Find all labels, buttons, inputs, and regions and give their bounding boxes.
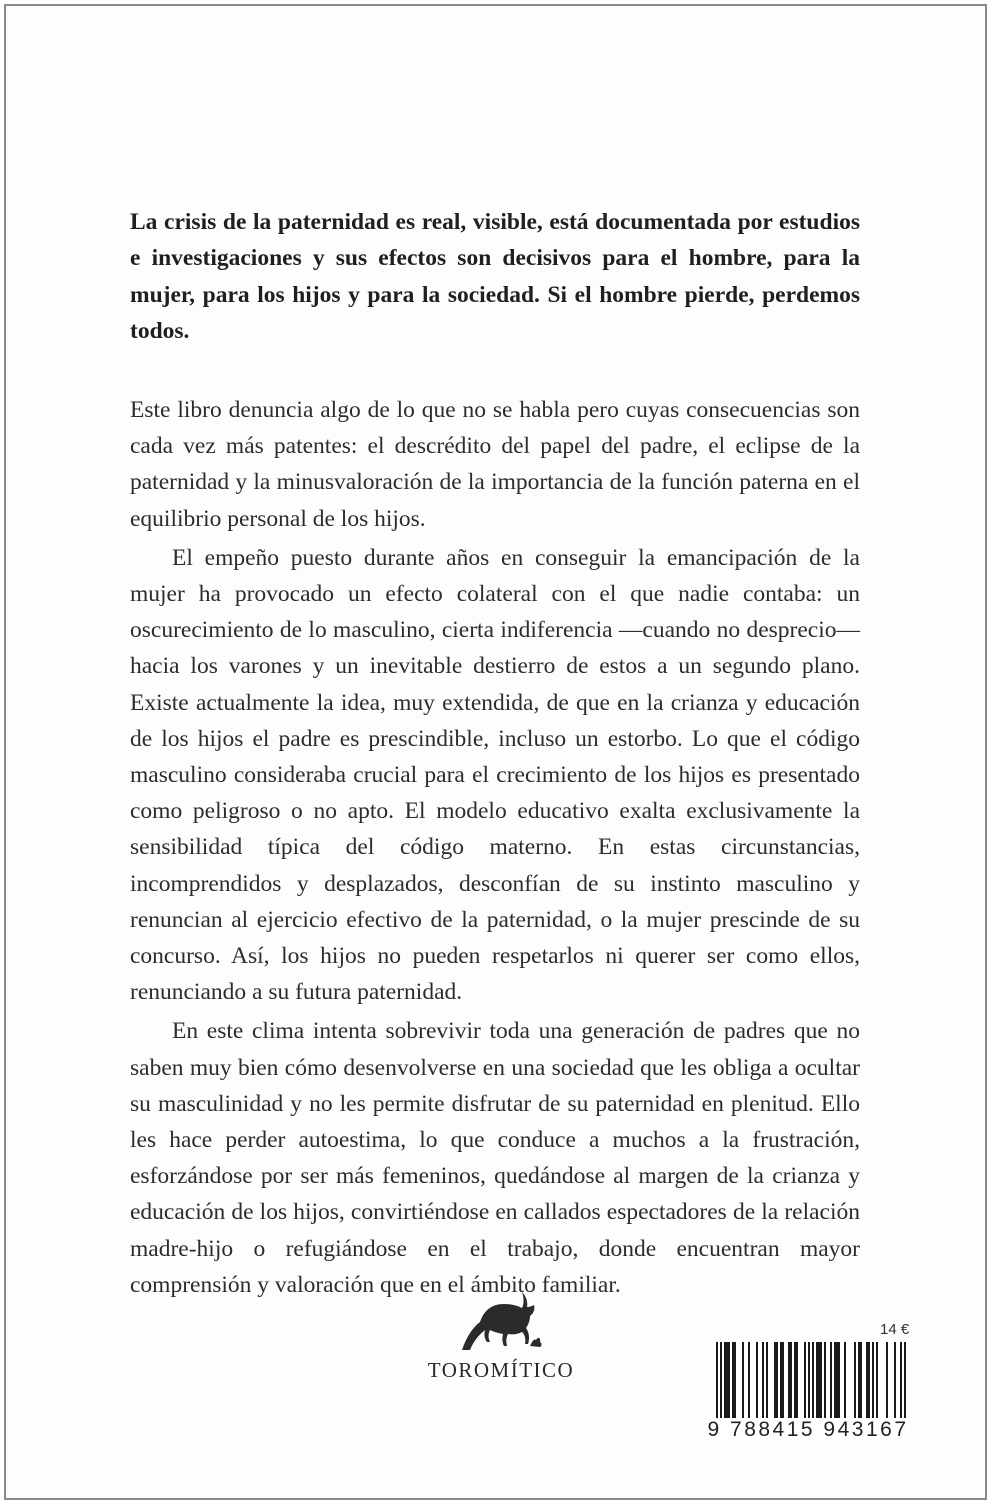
barcode-bar	[748, 1342, 750, 1418]
barcode-bar	[726, 1342, 728, 1418]
barcode-bar	[788, 1342, 790, 1418]
barcode-bar	[780, 1342, 782, 1418]
barcode-bar	[794, 1342, 796, 1418]
isbn-number: 9 788415 943167	[707, 1418, 909, 1441]
price-label: 14 €	[880, 1321, 910, 1338]
body-paragraph: Este libro denuncia algo de lo que no se habla pero cuyas consecuencias son cada vez más patentes: el descrédito del papel del padre, el eclipse de la paternidad y la minusvaloración de la importancia de la función paterna en el equilibrio personal de los hijos.	[130, 397, 860, 532]
barcode-bar	[868, 1342, 870, 1418]
publisher-logo	[416, 1288, 586, 1383]
barcode-bar	[762, 1342, 764, 1418]
barcode-bar	[716, 1342, 718, 1428]
barcode-bar	[742, 1342, 744, 1418]
barcode-bar	[766, 1342, 768, 1418]
barcode-bar	[734, 1342, 736, 1418]
barcode-bar	[756, 1342, 758, 1418]
barcode-bar	[860, 1342, 862, 1418]
barcode-bar	[816, 1342, 818, 1418]
barcode-bar	[732, 1342, 734, 1418]
barcode-bar	[782, 1342, 784, 1418]
barcode-bar	[872, 1342, 874, 1418]
body-paragraph: En este clima intenta sobrevivir toda una generación de padres que no saben muy bien cómo desenvolverse en una sociedad que les obliga a ocultar su masculinidad y no les permite disfrutar de su paternidad en plenitud. Ello les hace perder autoestima, lo que conduce a muchos a la frustración, esforzándose por ser más femeninos, quedándose al margen de la crianza y educación de los hijos, convirtiéndose en callados espectadores de la relación madre-hijo o refugiándose en el trabajo, donde encuentran mayor comprensión y valoración que en el ámbito familiar.	[130, 1018, 860, 1298]
barcode-bar	[724, 1342, 726, 1418]
barcode-bar	[838, 1342, 840, 1418]
barcode-bar	[796, 1342, 798, 1418]
barcode-bar	[904, 1342, 906, 1428]
barcode-bar	[774, 1342, 776, 1418]
barcode-bar	[854, 1342, 856, 1418]
barcode-bar	[824, 1342, 826, 1418]
barcode-bar	[836, 1342, 838, 1418]
publisher-name: TOROMÍTICO	[427, 1358, 575, 1382]
barcode-bar	[866, 1342, 868, 1418]
body-text	[130, 392, 860, 1303]
bull-icon	[458, 1288, 544, 1352]
barcode-bar	[894, 1342, 896, 1418]
barcode-bar	[830, 1342, 832, 1418]
barcode-bar	[820, 1342, 822, 1418]
barcode-bar	[804, 1342, 806, 1418]
barcode-bar	[844, 1342, 846, 1418]
barcode-bar	[728, 1342, 730, 1418]
barcode-bar	[834, 1342, 836, 1418]
barcode-bar	[858, 1342, 860, 1418]
lead-paragraph: La crisis de la paternidad es real, visible, está documentada por estudios e investigaciones y sus efectos son decisivos para el hombre, para la mujer, para los hijos y para la sociedad. Si el hombre pierde, perdemos todos.	[130, 209, 860, 344]
barcode-bar	[808, 1342, 810, 1428]
barcode-bar	[790, 1342, 792, 1418]
barcode-bar	[886, 1342, 888, 1418]
barcode-bar	[818, 1342, 820, 1418]
barcode-bar	[900, 1342, 902, 1428]
barcode-bar	[720, 1342, 722, 1428]
barcode-bar	[776, 1342, 778, 1418]
barcode-bar	[812, 1342, 814, 1428]
barcode-bar	[876, 1342, 878, 1418]
body-paragraph: El empeño puesto durante años en conseguir la emancipación de la mujer ha provocado un efecto colateral con el que nadie contaba: un oscurecimiento de lo masculino, cierta indiferencia —cuando no desprecio— hacia los varones y un inevitable destierro de estos a un segundo plano. Existe actualmente la idea, muy extendida, de que en la crianza y educación de los hijos el padre es prescindible, incluso un estorbo. Lo que el código masculino consideraba crucial para el crecimiento de los hijos es presentado como peligroso o no apto. El modelo educativo exalta exclusivamente la sensibilidad típica del código materno. En estas circunstancias, incomprendidos y desplazados, desconfían de su instinto masculino y renuncian al ejercicio efectivo de la paternidad, o la mujer prescinde de su concurso. Así, los hijos no pueden respetarlos ni querer ser como ellos, renunciando a su futura paternidad.	[130, 544, 860, 1006]
